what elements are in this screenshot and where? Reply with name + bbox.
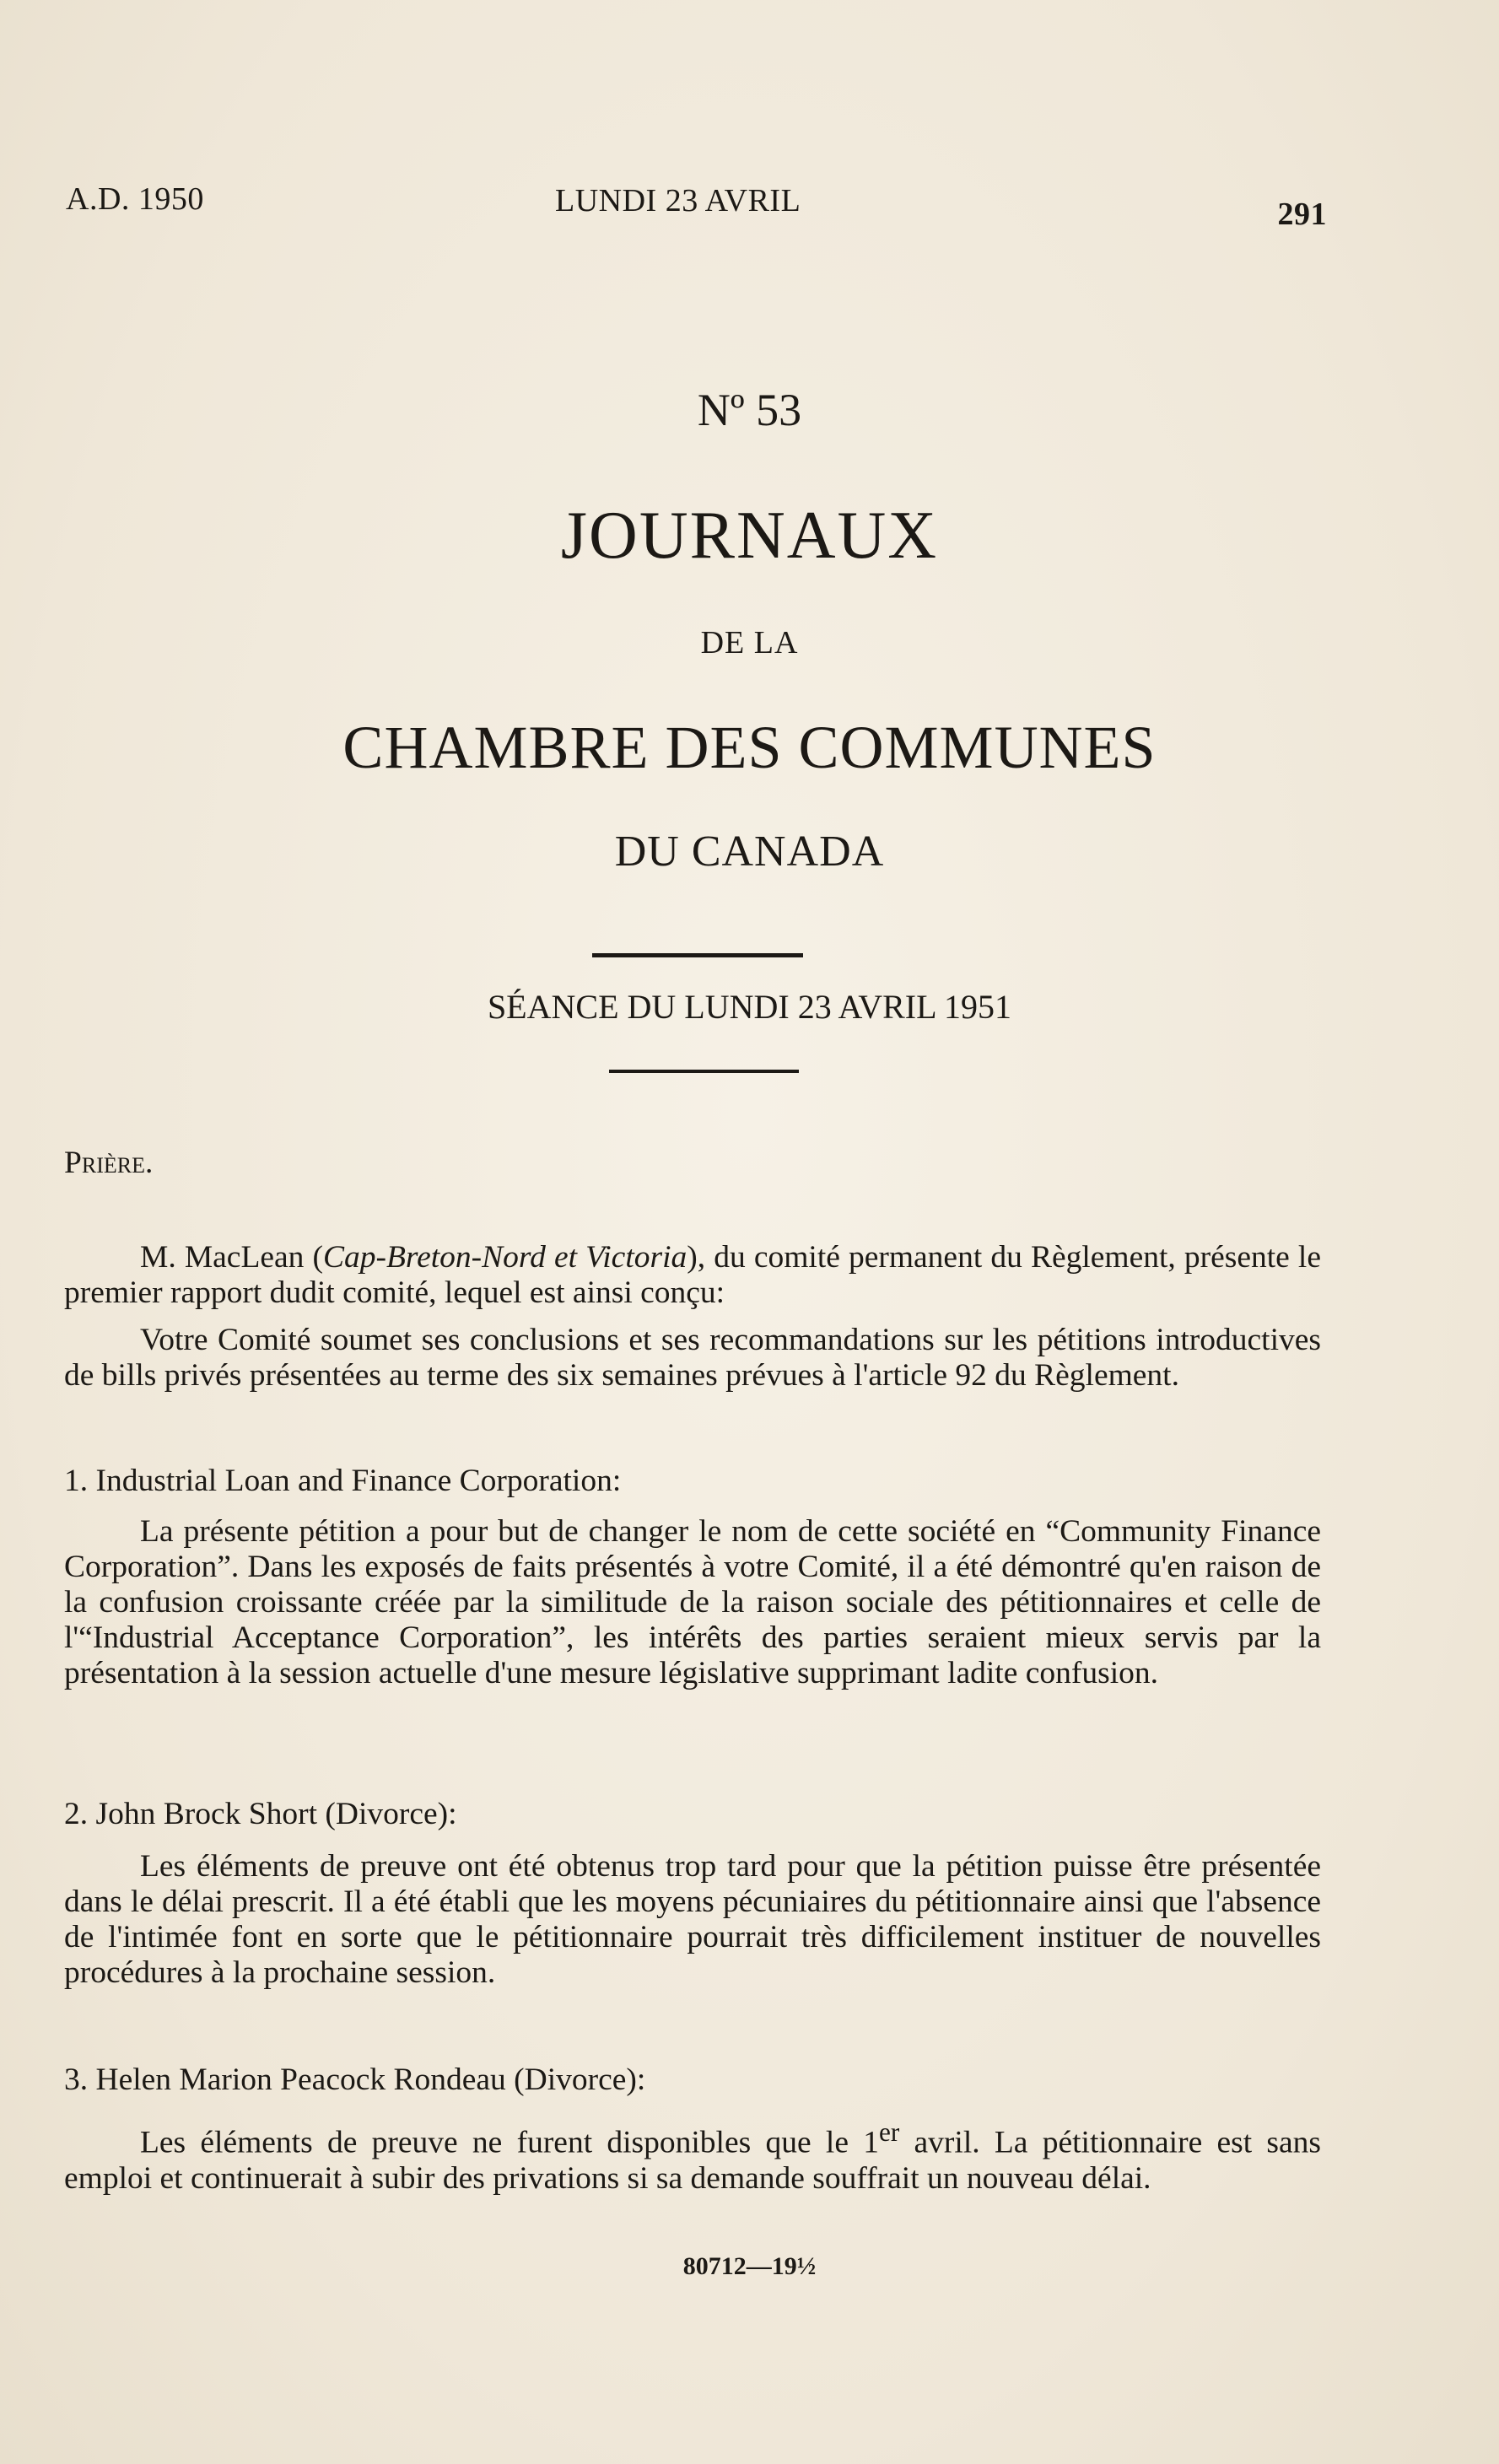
country-title: DU CANADA xyxy=(614,828,885,876)
item3-body xyxy=(64,2115,1321,2197)
report-intro-text: Votre Comité soumet ses conclusions et ses recommandations sur les pétitions introductives de bills privés présentées au terme des six semaines prévues à l'article 92 du Règlement. xyxy=(64,1323,1321,1393)
item2-text: Les éléments de preuve ont été obtenus trop tard pour que la pétition puisse être présentée dans le délai prescrit. Il a été établi que les moyens pécuniaires du pétitionnaire ainsi que l'absence de l'intimée font en sorte que le pétitionnaire pourrait très difficilement instituer de nouvelles procédures à la prochaine session. xyxy=(64,1849,1321,1990)
item2-heading xyxy=(64,1797,1321,1832)
item3-heading-text: 3. Helen Marion Peacock Rondeau (Divorce): xyxy=(64,2062,646,2097)
report-intro xyxy=(64,1323,1321,1394)
header-year: A.D. 1950 xyxy=(66,181,204,217)
chamber-title: CHAMBRE DES COMMUNES xyxy=(342,714,1157,781)
title-divider-top xyxy=(592,953,803,957)
item3-heading xyxy=(64,2062,1321,2098)
item3-text-post: avril. La pétitionnaire est sans emploi et continuerait à subir des privations si sa demande souffrait un nouveau délai. xyxy=(64,2125,1321,2196)
intro-pre: M. MacLean ( xyxy=(140,1240,323,1275)
title-de-la: DE LA xyxy=(700,625,799,660)
item1-heading-text: 1. Industrial Loan and Finance Corporation: xyxy=(64,1464,622,1498)
item3-text-pre: Les éléments de preuve ne furent disponibles que le 1 xyxy=(140,2125,879,2160)
issue-number: Nº 53 xyxy=(697,385,802,435)
item2-body xyxy=(64,1849,1321,1991)
printer-signature: 80712—19½ xyxy=(682,2252,817,2280)
item1-text: La présente pétition a pour but de changer le nom de cette société en “Community Finance Corporation”. Dans les exposés de faits présentés à votre Comité, il a été démontré qu'en raison de la confusion croissante créée par la similitude de la raison sociale des pétitionnaires et celle de l'“Industrial Acceptance Corporation”, les intérêts des parties seraient mieux servis par la présentation à la session actuelle d'une mesure législative supprimant ladite confusion. xyxy=(64,1514,1321,1690)
prayer-text: Prière. xyxy=(64,1146,154,1180)
journal-title: JOURNAUX xyxy=(560,499,939,573)
item3-superscript: er xyxy=(878,2117,900,2147)
header-date: LUNDI 23 AVRIL xyxy=(555,183,801,218)
intro-riding: Cap-Breton-Nord et Victoria xyxy=(323,1240,687,1275)
page-number: 291 xyxy=(1277,197,1327,232)
title-divider-bottom xyxy=(609,1070,799,1073)
intro-paragraph xyxy=(64,1240,1321,1311)
running-header xyxy=(66,177,1327,232)
intro-text xyxy=(64,1240,1321,1311)
item1-heading xyxy=(64,1464,1321,1499)
item2-heading-text: 2. John Brock Short (Divorce): xyxy=(64,1797,457,1831)
sitting-date: SÉANCE DU LUNDI 23 AVRIL 1951 xyxy=(487,988,1012,1026)
item1-body xyxy=(64,1514,1321,1691)
intro-post: ), du comité permanent du Règlement, présente le premier rapport dudit comité, lequel est ainsi conçu: xyxy=(64,1240,1321,1310)
prayer-line xyxy=(64,1146,1321,1181)
item3-text xyxy=(64,2115,1321,2197)
